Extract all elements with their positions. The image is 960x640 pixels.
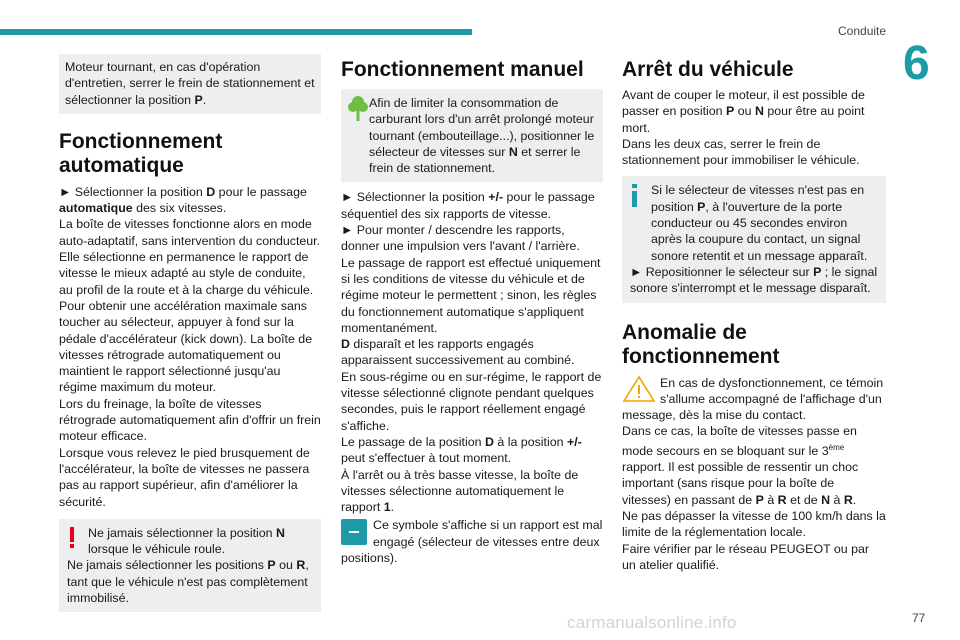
paragraph: Faire vérifier par le réseau PEUGEOT ou par un atelier qualifié. (622, 541, 869, 572)
column-3 (622, 54, 886, 573)
exclamation-warning-icon (67, 527, 77, 553)
warning-box: Ne jamais sélectionner la position N lorsque le véhicule roule. Ne jamais sélectionner les positions P ou R, tant que le véhicule n'est pas complètement immobilisé. (59, 519, 321, 612)
watermark: carmanualsonline.info (567, 613, 737, 632)
chapter-number: 6 (903, 37, 930, 90)
paragraph: ► Sélectionner la position D pour le passage automatique des six vitesses. (59, 184, 307, 216)
paragraph: Elle sélectionne en permanence le rapport de vitesse le mieux adapté au style de conduite, au profil de la route et à la charge du véhicule. (59, 250, 314, 297)
paragraph: Avant de couper le moteur, il est possible de passer en position P ou N pour être au point mort. (622, 88, 865, 135)
gear-fault-symbol-icon (341, 519, 367, 545)
paragraph: ► Sélectionner la position +/- pour le passage séquentiel des six rapports de vitesse. (341, 190, 595, 221)
info-box: Moteur tournant, en cas d'opération d'entretien, serrer le frein de stationnement et sélectionner la position P. (59, 54, 321, 114)
eco-box: Afin de limiter la consommation de carburant lors d'un arrêt prolongé moteur tournant (embouteillage...), positionner le sélecteur de vitesses sur N et serrer le frein de stationnement. (341, 89, 603, 182)
column-2 (341, 54, 603, 566)
header-accent-bar (0, 29, 472, 35)
paragraph: En cas de dysfonctionnement, ce témoin s'allume accompagné de l'affichage d'un message, dès la mise du contact. (622, 375, 884, 423)
paragraph: Ce symbole s'affiche si un rapport est mal engagé (sélecteur de vitesses entre deux positions). (341, 518, 603, 566)
paragraph: D disparaît et les rapports engagés apparaissent successivement au combiné. (341, 337, 575, 368)
paragraph: Ne pas dépasser la vitesse de 100 km/h dans la limite de la réglementation locale. (622, 509, 886, 540)
heading-malfunction: Anomalie de fonctionnement (622, 320, 780, 368)
heading-manual: Fonctionnement manuel (341, 58, 584, 81)
paragraph: Dans les deux cas, serrer le frein de stationnement pour immobiliser le véhicule. (622, 136, 860, 168)
paragraph: À l'arrêt ou à très basse vitesse, la boîte de vitesses sélectionne automatiquement le rapport 1. (341, 467, 579, 515)
paragraph: Le passage de rapport est effectué uniquement si les conditions de vitesse du véhicule et de régime moteur le permettent ; sinon, les règles du fonctionnement automatique s'appliquent momentanément. (341, 255, 601, 335)
paragraph: Pour obtenir une accélération maximale sans toucher au sélecteur, appuyer à fond sur la pédale d'accélérateur (kick down). La boîte de vitesses rétrograde automatiquement ou maintient le rapport sélectionné jusqu'au régime maximum du moteur. (59, 298, 313, 395)
column-1 (59, 54, 321, 612)
heading-automatic: Fonctionnement automatique (59, 129, 223, 177)
heading-stop: Arrêt du véhicule (622, 58, 794, 81)
paragraph: ► Pour monter / descendre les rapports, donner une impulsion vers l'avant / l'arrière. (341, 223, 580, 254)
info-note-box: Si le sélecteur de vitesses n'est pas en position P, à l'ouverture de la porte conducteur ou 45 secondes environ après la coupure du contact, un signal sonore retentit et un message apparaît. ► Repositionner le sélecteur sur P ; le signal sonore s'interrompt et le message disparaît. (622, 176, 886, 302)
page-number: 77 (912, 611, 926, 625)
paragraph: Lorsque vous relevez le pied brusquement de l'accélérateur, la boîte de vitesses ne passera pas au rapport supérieur, afin d'améliorer la sécurité. (59, 445, 310, 509)
paragraph: Lors du freinage, la boîte de vitesses rétrograde automatiquement afin d'offrir un frein moteur efficace. (59, 396, 321, 444)
paragraph: La boîte de vitesses fonctionne alors en mode auto-adaptatif, sans intervention du conducteur. (59, 217, 321, 248)
info-icon (631, 184, 639, 212)
paragraph: Le passage de la position D à la position +/- peut s'effectuer à tout moment. (341, 434, 582, 466)
warning-triangle-icon (622, 375, 656, 407)
eco-tree-icon (347, 94, 369, 126)
paragraph: En sous-régime ou en sur-régime, le rapport de vitesse sélectionné clignote pendant quelques secondes, puis le rapport réellement engagé s'affiche. (341, 369, 602, 433)
section-title: Conduite (838, 24, 887, 38)
paragraph: Dans ce cas, la boîte de vitesses passe en mode secours en se bloquant sur le 3ème rapport. Il est possible de ressentir un choc important (sans risque pour la boîte de vitesses) en passant de P à R et de N à R. (622, 424, 859, 507)
